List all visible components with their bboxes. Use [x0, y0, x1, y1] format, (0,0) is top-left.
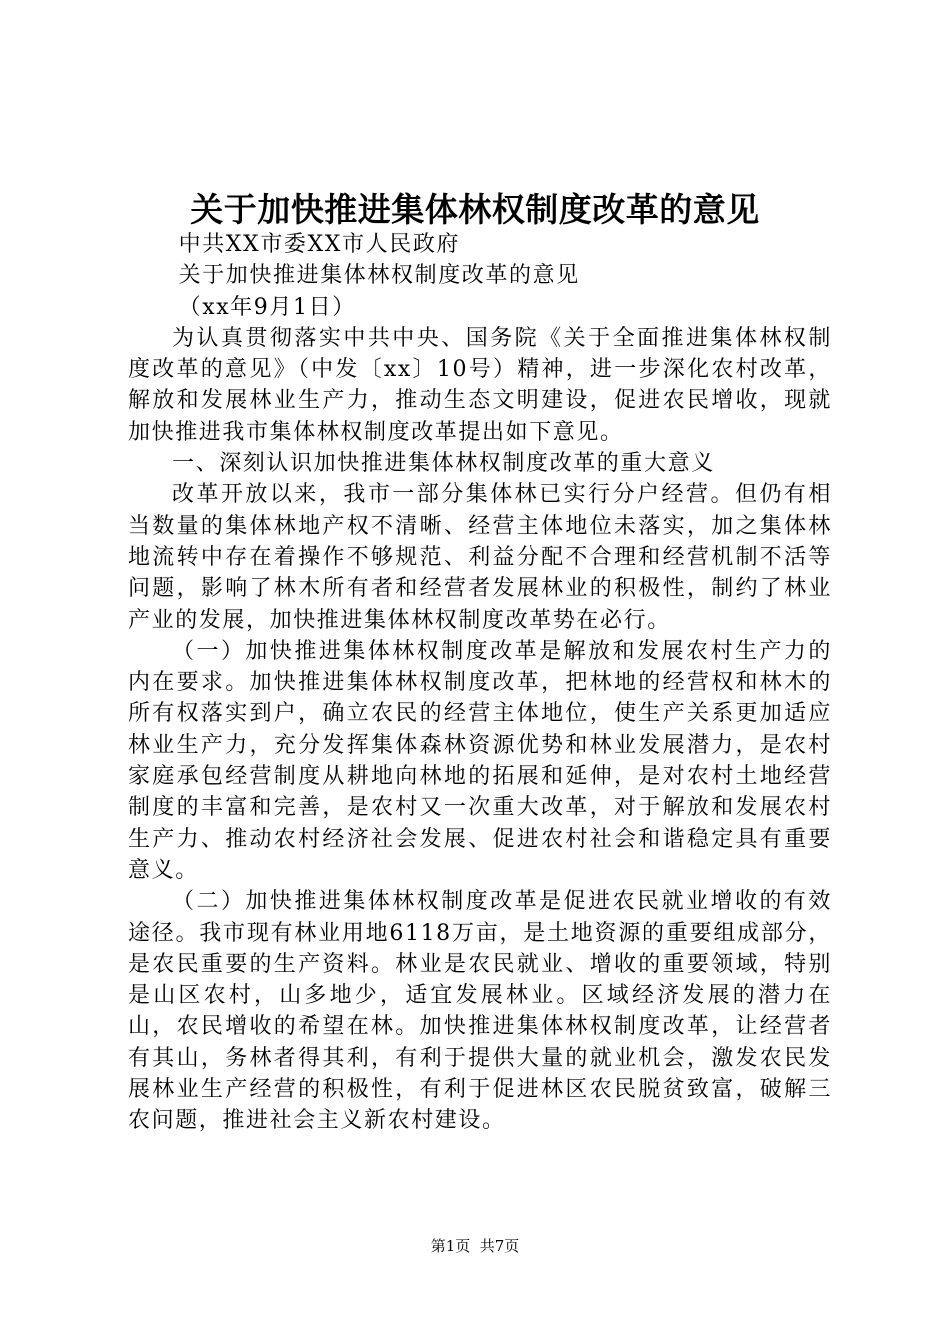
paragraph: 改革开放以来，我市一部分集体林已实行分户经营。但仍有相当数量的集体林地产权不清晰、经营主体地位未落实，加之集体林地流转中存在着操作不够规范、利益分配不合理和经营机制不活等问题，影响了林木所有者和经营者发展林业的积极性，制约了林业产业的发展，加快推进集体林权制度改革势在必行。 — [128, 482, 832, 633]
section-heading: 一、深刻认识加快推进集体林权制度改革的重大意义 — [172, 451, 715, 477]
issuer-line: 中共XX市委XX市人民政府 — [178, 232, 461, 257]
document-title: 关于加快推进集体林权制度改革的意见 — [190, 190, 760, 229]
paragraph: 为认真贯彻落实中共中央、国务院《关于全面推进集体林权制度改革的意见》（中发〔xx〕10号）精神，进一步深化农村改革，解放和发展林业生产力，推动生态文明建设，促进农民增收，现就加快推进我市集体林权制度改革提出如下意见。 — [128, 325, 832, 445]
paragraph: （一）加快推进集体林权制度改革是解放和发展农村生产力的内在要求。加快推进集体林权制度改革，把林地的经营权和林木的所有权落实到户，确立农民的经营主体地位，使生产关系更加适应林业生产力，充分发挥集体森林资源优势和林业发展潜力，是农村家庭承包经营制度从耕地向林地的拓展和延伸，是对农村土地经营制度的丰富和完善，是农村又一次重大改革，对于解放和发展农村生产力、推动农村经济社会发展、促进农村社会和谐稳定具有重要意义。 — [128, 638, 832, 883]
doc-title-line: 关于加快推进集体林权制度改革的意见 — [178, 263, 580, 289]
page-number-footer: 第1页 共7页 — [430, 1237, 520, 1255]
document-body — [128, 229, 832, 1137]
date-line: （xx年9月1日） — [178, 294, 356, 320]
paragraph: （二）加快推进集体林权制度改革是促进农民就业增收的有效途径。我市现有林业用地6118万亩，是土地资源的重要组成部分，是农民重要的生产资料。林业是农民就业、增收的重要领域，特别是山区农村，山多地少，适宜发展林业。区域经济发展的潜力在山，农民增收的希望在林。加快推进集体林权制度改革，让经营者有其山，务林者得其利，有利于提供大量的就业机会，激发农民发展林业生产经营的积极性，有利于促进林区农民脱贫致富，破解三农问题，推进社会主义新农村建设。 — [128, 889, 832, 1134]
